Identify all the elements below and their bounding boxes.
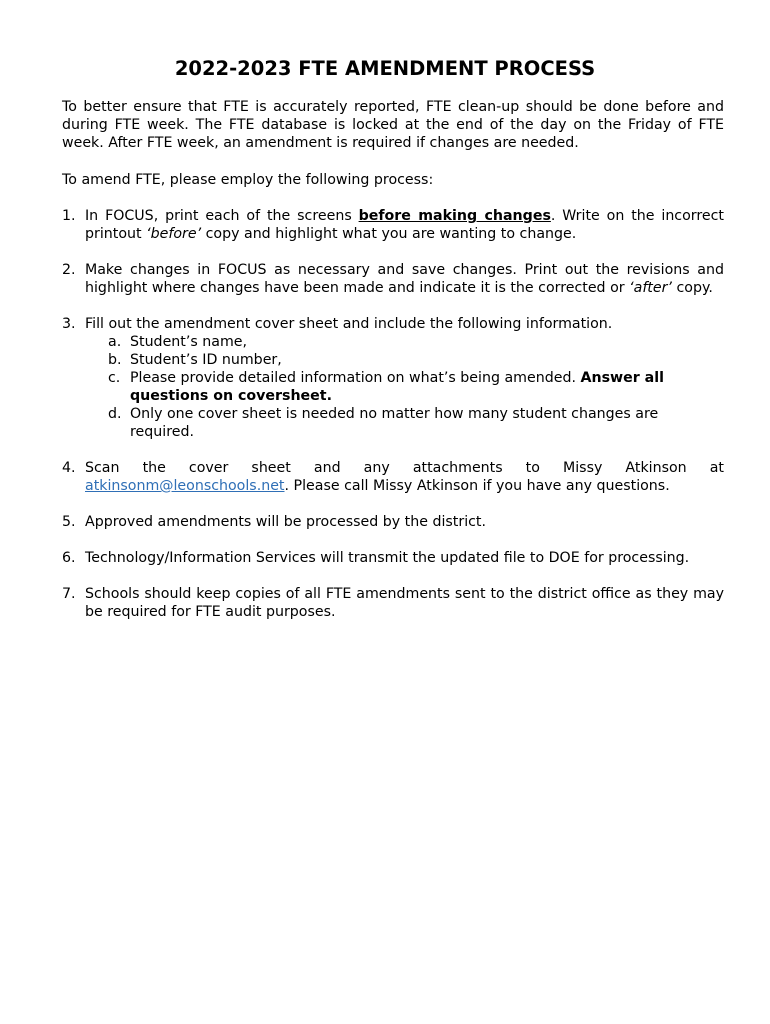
step-number: 6. (62, 550, 76, 566)
step-text: In FOCUS, print each of the screens (85, 208, 359, 224)
step-text: . Write on the incorrect printout (85, 208, 724, 242)
email-link[interactable]: atkinsonm@leonschools.net (85, 478, 285, 494)
step-text: Scan the cover sheet and any attachments to Missy Atkinson at (85, 460, 724, 476)
emphasis-before-making-changes: before making changes (358, 208, 551, 224)
step-4 (62, 459, 724, 495)
sub-letter: b. (108, 352, 122, 368)
step-1 (62, 207, 724, 243)
step-3-sublist (85, 333, 724, 441)
process-steps-list (62, 207, 724, 639)
sub-text: Only one cover sheet is needed no matter how many student changes are required. (130, 406, 659, 440)
step-text: Technology/Information Services will transmit the updated file to DOE for processing. (85, 550, 690, 566)
step-text: . Please call Missy Atkinson if you have any questions. (284, 478, 670, 494)
sub-item-a (85, 333, 724, 351)
sub-text: Student’s name, (130, 334, 248, 350)
step-6 (62, 549, 724, 567)
sub-text: Student’s ID number, (130, 352, 282, 368)
step-number: 4. (62, 460, 76, 476)
sub-letter: c. (108, 370, 121, 386)
step-number: 7. (62, 586, 76, 602)
sub-letter: d. (108, 406, 122, 422)
step-text: Make changes in FOCUS as necessary and save changes. Print out the revisions and highlight where changes have been made and indicate it is the corrected or (85, 262, 724, 296)
step-5 (62, 513, 724, 531)
step-text: copy. (671, 280, 713, 296)
sub-item-d (85, 405, 724, 441)
step-text: Fill out the amendment cover sheet and include the following information. (85, 316, 613, 332)
step-text: copy and highlight what you are wanting to change. (201, 226, 577, 242)
sub-text: Please provide detailed information on what’s being amended. (130, 370, 581, 386)
emphasis-answer-all: Answer all questions on coversheet. (130, 370, 664, 404)
intro-paragraph: To better ensure that FTE is accurately reported, FTE clean-up should be done before and during FTE week. The FTE database is locked at the end of the day on the Friday of FTE week. After FTE week, an amendment is required if changes are needed. (62, 99, 724, 151)
step-number: 5. (62, 514, 76, 530)
step-7 (62, 585, 724, 621)
step-text: Approved amendments will be processed by the district. (85, 514, 487, 530)
sub-item-b (85, 351, 724, 369)
step-text: Schools should keep copies of all FTE amendments sent to the district office as they may be required for FTE audit purposes. (85, 586, 724, 620)
step-2 (62, 261, 724, 297)
sub-item-c (85, 369, 724, 405)
italic-after: ‘after’ (629, 280, 672, 296)
page-title: 2022-2023 FTE AMENDMENT PROCESS (174, 57, 596, 80)
italic-before: ‘before’ (146, 226, 202, 242)
amend-intro-paragraph: To amend FTE, please employ the following process: (62, 172, 434, 188)
sub-letter: a. (108, 334, 122, 350)
step-number: 2. (62, 262, 76, 278)
step-number: 1. (62, 208, 76, 224)
step-number: 3. (62, 316, 76, 332)
step-3 (62, 315, 724, 441)
